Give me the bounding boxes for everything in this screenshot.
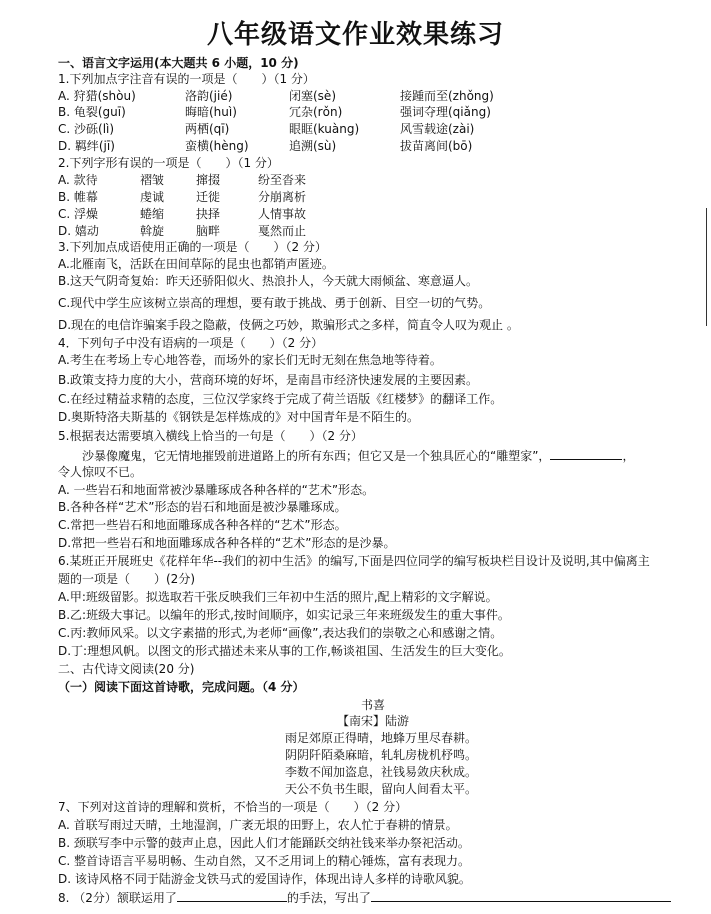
section-heading: 一、语言文字运用(本大题共 6 小题，10 分) — [58, 56, 299, 70]
option-item: D. 该诗风格不同于陆游金戈铁马式的爱国诗作，体现出诗人多样的诗歌风貌。 — [58, 872, 471, 886]
option-item: 虔诚 — [140, 190, 165, 204]
option-item: D.丁:理想风帆。以图文的形式描述未来从事的工作,畅谈祖国、生活发生的巨大变化。 — [58, 644, 511, 658]
option-item: B.这天气阴奇复始：昨天还骄阳似火、热浪扑人，今天就大雨倾盆、寒意逼人。 — [58, 274, 479, 288]
poem-title: 书喜 — [360, 698, 385, 712]
question-stem: 7、下列对这首诗的理解和赏析，不恰当的一项是（ ）（2 分） — [58, 800, 408, 814]
option-item: A.北雁南飞，活跃在田间草际的昆虫也都销声匿迹。 — [58, 257, 334, 271]
option-item: A.甲:班级留影。拟选取若干张反映我们三年初中生活的照片,配上精彩的文字解说。 — [58, 590, 498, 604]
option-item: C.丙:教师风采。以文字素描的形式,为老师“画像”,表达我们的崇敬之心和感谢之情。 — [58, 626, 503, 640]
option-item: C.在经过精益求精的态度，三位汉学家终于完成了荷兰语版《红楼梦》的翻译工作。 — [58, 392, 503, 406]
question-stem: 2.下列字形有误的一项是（ ）（1 分） — [58, 156, 279, 170]
question-stem: 6.某班正开展班史《花样年华--我们的初中生活》的编写,下面是四位同学的编写板块栏目设计及说明,其中偏离主 — [58, 554, 650, 568]
page-title: 八年级语文作业效果练习 — [206, 20, 504, 50]
option-item: A.考生在考场上专心地答卷，而场外的家长们无时无刻在焦急地等待着。 — [58, 353, 442, 367]
option-item: 人情事故 — [258, 207, 307, 221]
subsection-heading: （一）阅读下面这首诗歌，完成问题。（4 分） — [58, 680, 305, 694]
poem-line: 雨足郊原正得晴，地蜂万里尽春耕。 — [285, 731, 478, 745]
option-item: 闭塞(sè) — [289, 89, 336, 103]
option-item: D.奥斯特洛夫斯基的《钢铁是怎样炼成的》对中国青年是不陌生的。 — [58, 410, 420, 424]
option-item: A. 一些岩石和地面常被沙暴雕琢成各种各样的“艺术”形态。 — [58, 483, 375, 497]
option-item: 晦暗(huì) — [185, 105, 237, 119]
answer-blank[interactable] — [550, 447, 622, 460]
option-item: C.常把一些岩石和地面雕琢成各种各样的“艺术”形态。 — [58, 518, 347, 532]
option-item: B. 颈联写李中示警的鼓声止息，因此人们才能踊跃交纳社钱来举办祭祀活动。 — [58, 836, 470, 850]
option-item: 两栖(qī) — [185, 122, 230, 136]
question-stem: 3.下列加点成语使用正确的一项是（ ）（2 分） — [58, 240, 327, 254]
option-item: C. 整首诗语言平易明畅、生动自然，又不乏用词上的精心锤炼，富有表现力。 — [58, 854, 471, 868]
option-item: 洛韵(jié) — [185, 89, 233, 103]
option-item: 接踵而至(zhǒng) — [400, 89, 494, 103]
option-item: 斡旋 — [140, 224, 165, 238]
option-item: B. 帷幕 — [58, 190, 98, 204]
option-item: 眼眶(kuàng) — [289, 122, 360, 136]
option-item: A. 首联写雨过天晴，土地湿润，广袤无垠的田野上，农人忙于春耕的情景。 — [58, 818, 458, 832]
option-item: 蛮横(hèng) — [185, 139, 249, 153]
option-item: B. 龟裂(guī) — [58, 105, 126, 119]
option-item: B.乙:班级大事记。以编年的形式,按时间顺序，如实记录三年来班级发生的重大事件。 — [58, 608, 510, 622]
option-item: 脑畔 — [196, 224, 221, 238]
passage-line: 沙暴像魔鬼，它无情地摧毁前进道路上的所有东西；但它又是一个独具匠心的“雕塑家”， ， — [58, 449, 635, 463]
option-item: 戛然而止 — [258, 224, 307, 238]
option-item: 风雪载途(zài) — [400, 122, 475, 136]
question-stem: 4．下列句子中没有语病的一项是（ ）（2 分） — [58, 336, 324, 350]
poem-line: 天公不负书生眼，留向人间看太平。 — [285, 782, 478, 796]
option-item: D.现在的电信诈骗案手段之隐蔽，伎俩之巧妙，欺骗形式之多样，简直令人叹为观止 。 — [58, 318, 519, 332]
option-item: 追溯(sù) — [289, 139, 337, 153]
passage-line: 令人惊叹不已。 — [58, 465, 143, 479]
option-item: 纷至沓来 — [258, 173, 307, 187]
margin-bracket — [706, 208, 711, 326]
option-item: C. 沙砾(lì) — [58, 122, 115, 136]
option-item: 冗杂(rǒn) — [289, 105, 343, 119]
option-item: 抉择 — [196, 207, 221, 221]
option-item: B.各种各样“艺术”形态的岩石和地面是被沙暴雕琢成。 — [58, 500, 347, 514]
option-item: 强词夺理(qiǎng) — [400, 105, 491, 119]
option-item: 褶皱 — [140, 173, 165, 187]
answer-blank[interactable] — [177, 889, 287, 902]
option-item: C.现代中学生应该树立崇高的理想，要有敢于挑战、勇于创新、目空一切的气势。 — [58, 296, 491, 310]
option-item: D.常把一些岩石和地面雕琢成各种各样的“艺术”形态的是沙暴。 — [58, 536, 396, 550]
question-stem: 1.下列加点字注音有误的一项是（ ）（1 分） — [58, 72, 315, 86]
option-item: B.政策支持力度的大小，营商环境的好坏，是南昌市经济快速发展的主要因素。 — [58, 373, 479, 387]
question-stem: 8. （2分）颔联运用了 的手法，写出了 — [58, 889, 671, 906]
poem-author: 【南宋】陆游 — [336, 714, 409, 728]
option-item: D. 嬉动 — [58, 224, 99, 238]
option-item: A. 款待 — [58, 173, 98, 187]
option-item: 分崩离析 — [258, 190, 307, 204]
question-stem: 5.根据表达需要填入横线上恰当的一句是（ ）（2 分） — [58, 429, 363, 443]
question-stem: 题的一项是（ ）(2分) — [58, 572, 195, 586]
poem-line: 阴阴阡陌桑麻暗，轧轧房栊机杼鸣。 — [285, 748, 478, 762]
option-item: C. 浮燥 — [58, 207, 99, 221]
option-item: 撺掇 — [196, 173, 221, 187]
option-item: 蜷缩 — [140, 207, 165, 221]
option-item: D. 羁绊(jī) — [58, 139, 115, 153]
option-item: 拔苗离间(bō) — [400, 139, 473, 153]
option-item: A. 狩猎(shòu) — [58, 89, 136, 103]
section-heading: 二、古代诗文阅读(20 分) — [58, 662, 195, 676]
option-item: 迁徙 — [196, 190, 221, 204]
answer-blank[interactable] — [371, 889, 671, 902]
poem-line: 李数不闻加盗息，社钱易敛庆秋成。 — [285, 765, 478, 779]
